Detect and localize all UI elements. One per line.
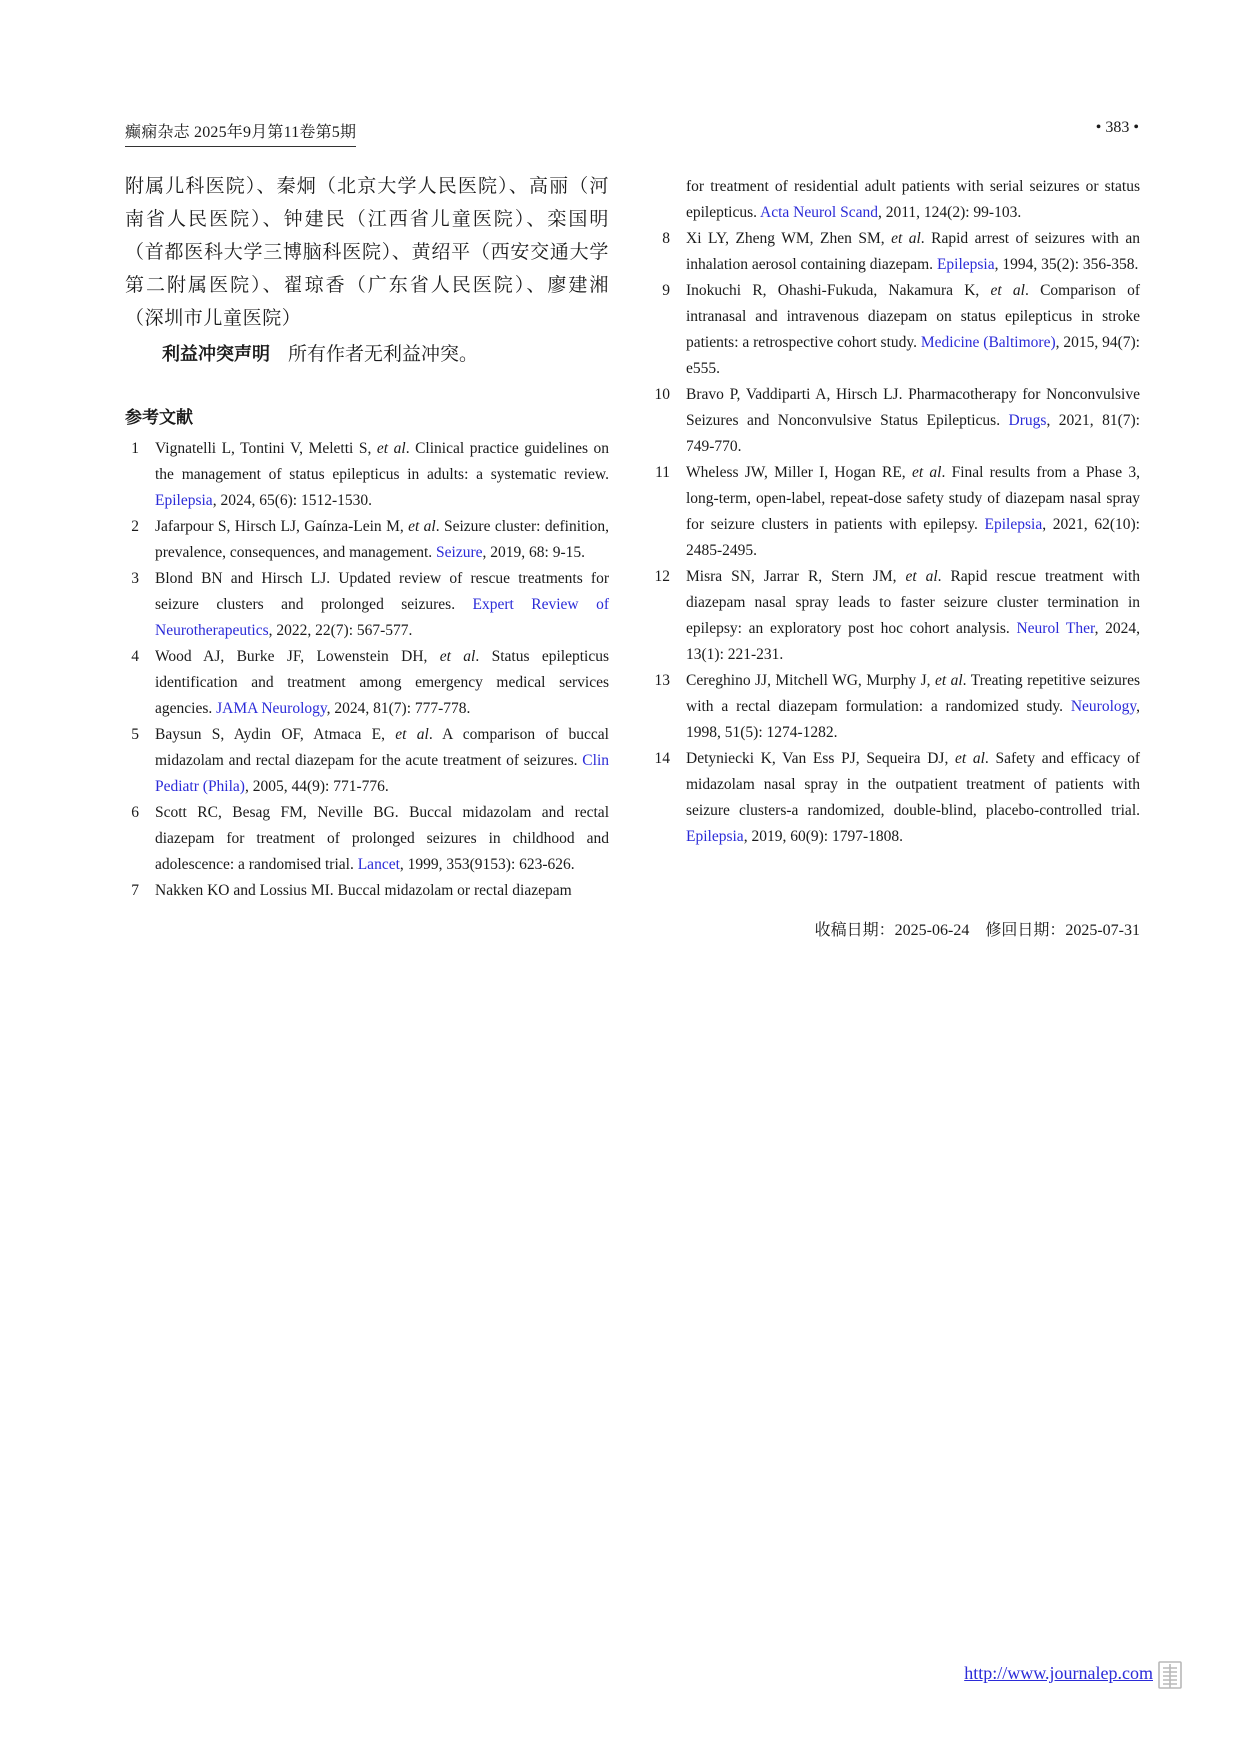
reference-title: . Rapid arrest of seizures with an inhalation aerosol containing diazepam. (686, 230, 1140, 273)
reference-item (125, 436, 609, 514)
reference-citation: , 2024, 81(7): 777-778. (326, 700, 471, 717)
reference-citation: , 2021, 62(10): 2485-2495. (686, 516, 1140, 559)
reference-title: . Seizure cluster: definition, prevalence, consequences, and management. (155, 518, 609, 561)
references-list-right (654, 174, 1140, 850)
reference-item (654, 174, 1140, 226)
journal-url-link[interactable]: http://www.journalep.com (964, 1663, 1153, 1683)
reference-authors-title: Cereghino JJ, Mitchell WG, Murphy J, (686, 672, 935, 689)
conflict-label: 利益冲突声明 (162, 344, 270, 365)
reference-et-al: et al (934, 672, 963, 689)
reference-journal-link[interactable]: Neurol Ther (1016, 620, 1095, 637)
reference-item (125, 514, 609, 566)
reference-journal-link[interactable]: Lancet (357, 856, 400, 873)
reference-et-al: et al (955, 750, 985, 767)
reference-authors-title: Wheless JW, Miller I, Hogan RE, (686, 464, 912, 481)
reference-citation: , 2024, 65(6): 1512-1530. (212, 492, 372, 509)
reference-item (125, 878, 609, 904)
left-column (125, 170, 609, 904)
reference-item (654, 668, 1140, 746)
reference-citation: , 2024, 13(1): 221-231. (686, 620, 1140, 663)
reference-item (654, 746, 1140, 850)
reference-number: 9 (662, 282, 670, 299)
reference-authors-title: Bravo P, Vaddiparti A, Hirsch LJ. Pharmacotherapy for Nonconvulsive Seizures and Nonconvulsive Status Epilepticus. (686, 386, 1140, 429)
reference-title: . Safety and efficacy of midazolam nasal spray in the outpatient treatment of patients with seizure clusters-a randomized, double-blind, placebo-controlled trial. (686, 750, 1140, 819)
running-header-journal: 癫痫杂志 2025年9月第11卷第5期 (125, 119, 356, 147)
references-list-left (125, 436, 609, 904)
reference-et-al: et al (439, 648, 476, 665)
reference-item (654, 460, 1140, 564)
reference-citation: , 2021, 81(7): 749-770. (686, 412, 1140, 455)
reference-citation: , 2005, 44(9): 771-776. (244, 778, 389, 795)
reference-journal-link[interactable]: Neurology (1070, 698, 1137, 715)
reference-authors-title: Nakken KO and Lossius MI. Buccal midazolam or rectal diazepam (155, 882, 572, 899)
reference-citation: , 2019, 68: 9-15. (482, 544, 585, 561)
reference-authors-title: Baysun S, Aydin OF, Atmaca E, (155, 726, 396, 743)
reference-et-al: et al (905, 568, 938, 585)
reference-authors-title: Jafarpour S, Hirsch LJ, Gaínza-Lein M, (155, 518, 409, 535)
reference-citation: , 1994, 35(2): 356-358. (994, 256, 1139, 273)
reference-authors-title: Misra SN, Jarrar R, Stern JM, (686, 568, 906, 585)
reference-citation: , 1998, 51(5): 1274-1282. (686, 698, 1140, 741)
reference-item (125, 644, 609, 722)
reference-journal-link[interactable]: JAMA Neurology (216, 700, 327, 717)
reference-number: 6 (131, 804, 139, 821)
reference-authors-title: Xi LY, Zheng WM, Zhen SM, (686, 230, 892, 247)
reference-authors-title: Scott RC, Besag FM, Neville BG. Buccal midazolam and rectal diazepam for treatment of prolonged seizures in childhood and adolescence: a randomised trial. (155, 804, 609, 873)
reference-authors-title: Detyniecki K, Van Ess PJ, Sequeira DJ, (686, 750, 955, 767)
reference-number: 11 (655, 464, 670, 481)
reference-journal-link[interactable]: Drugs (1008, 412, 1047, 429)
references-title: 参考文献 (125, 408, 193, 428)
reference-journal-link[interactable]: Epilepsia (984, 516, 1043, 533)
reference-et-al: et al (891, 230, 921, 247)
reference-number: 8 (662, 230, 670, 247)
reference-item (125, 722, 609, 800)
reference-et-al: et al (376, 440, 406, 457)
reference-journal-link[interactable]: Clin Pediatr (Phila) (155, 752, 609, 795)
reference-et-al: et al (395, 726, 429, 743)
right-column (654, 174, 1140, 850)
reference-citation: , 2019, 60(9): 1797-1808. (743, 828, 903, 845)
journal-logo-icon (1157, 1660, 1183, 1690)
reference-citation: , 2015, 94(7): e555. (686, 334, 1140, 377)
reference-title: . Status epilepticus identification and treatment among emergency medical services agencies. (155, 648, 609, 717)
reference-title: . Comparison of intranasal and intravenous diazepam on status epilepticus in stroke patients: a retrospective cohort study. (686, 282, 1140, 351)
reference-number: 12 (654, 568, 670, 585)
reference-title: . Rapid rescue treatment with diazepam nasal spray leads to faster seizure cluster termination in epilepsy: an exploratory post hoc cohort analysis. (686, 568, 1140, 637)
reference-item (654, 564, 1140, 668)
reference-item (654, 278, 1140, 382)
reference-authors-title: Inokuchi R, Ohashi-Fukuda, Nakamura K, (686, 282, 991, 299)
reference-journal-link[interactable]: Medicine (Baltimore) (920, 334, 1056, 351)
reference-item (654, 226, 1140, 278)
reference-journal-link[interactable]: Seizure (436, 544, 483, 561)
reference-number: 4 (131, 648, 139, 665)
reference-item (125, 566, 609, 644)
affiliations-text: 附属儿科医院）、秦炯（北京大学人民医院）、高丽（河南省人民医院）、钟建民（江西省儿童医院）、栾国明（首都医科大学三博脑科医院）、黄绍平（西安交通大学第二附属医院）、翟琼香（广东省人民医院）、廖建湘（深圳市儿童医院） (125, 176, 609, 329)
page-number: • 383 • (1095, 119, 1139, 136)
reference-citation: , 1999, 353(9153): 623-626. (399, 856, 575, 873)
reference-citation: , 2022, 22(7): 567-577. (268, 622, 413, 639)
reference-number: 5 (131, 726, 139, 743)
reference-citation: , 2011, 124(2): 99-103. (877, 204, 1022, 221)
reference-authors-title: for treatment of residential adult patients with serial seizures or status epilepticus. (686, 178, 1140, 221)
reference-number: 3 (131, 570, 139, 587)
reference-number: 1 (131, 440, 139, 457)
conflict-text: 所有作者无利益冲突。 (288, 344, 479, 365)
reference-et-al: et al (408, 518, 436, 535)
reference-item (125, 800, 609, 878)
reference-title: . A comparison of buccal midazolam and rectal diazepam for the acute treatment of seizures. (155, 726, 609, 769)
reference-authors-title: Wood AJ, Burke JF, Lowenstein DH, (155, 648, 440, 665)
conflict-statement (125, 338, 609, 371)
reference-number: 13 (654, 672, 670, 689)
reference-journal-link[interactable]: Epilepsia (936, 256, 995, 273)
reference-et-al: et al (990, 282, 1025, 299)
reference-item (654, 382, 1140, 460)
reference-journal-link[interactable]: Acta Neurol Scand (760, 204, 878, 221)
reference-et-al: et al (911, 464, 942, 481)
reference-number: 10 (654, 386, 670, 403)
reference-authors-title: Vignatelli L, Tontini V, Meletti S, (155, 440, 377, 457)
reference-number: 14 (654, 750, 670, 767)
reference-authors-title: Blond BN and Hirsch LJ. Updated review of rescue treatments for seizure clusters and prolonged seizures. (155, 570, 609, 613)
reference-number: 2 (131, 518, 139, 535)
reference-title: . Clinical practice guidelines on the management of status epilepticus in adults: a systematic review. (155, 440, 610, 483)
received-dates: 收稿日期：2025-06-24 修回日期：2025-07-31 (814, 922, 1140, 939)
reference-journal-link[interactable]: Epilepsia (155, 492, 213, 509)
reference-journal-link[interactable]: Epilepsia (686, 828, 744, 845)
reference-title: . Treating repetitive seizures with a rectal diazepam formulation: a randomized study. (686, 672, 1141, 715)
reference-journal-link[interactable]: Expert Review of Neurotherapeutics (155, 596, 609, 639)
reference-number: 7 (131, 882, 139, 899)
reference-title: . Final results from a Phase 3, long-term, open-label, repeat-dose safety study of diazepam nasal spray for seizure clusters in patients with epilepsy. (686, 464, 1140, 533)
